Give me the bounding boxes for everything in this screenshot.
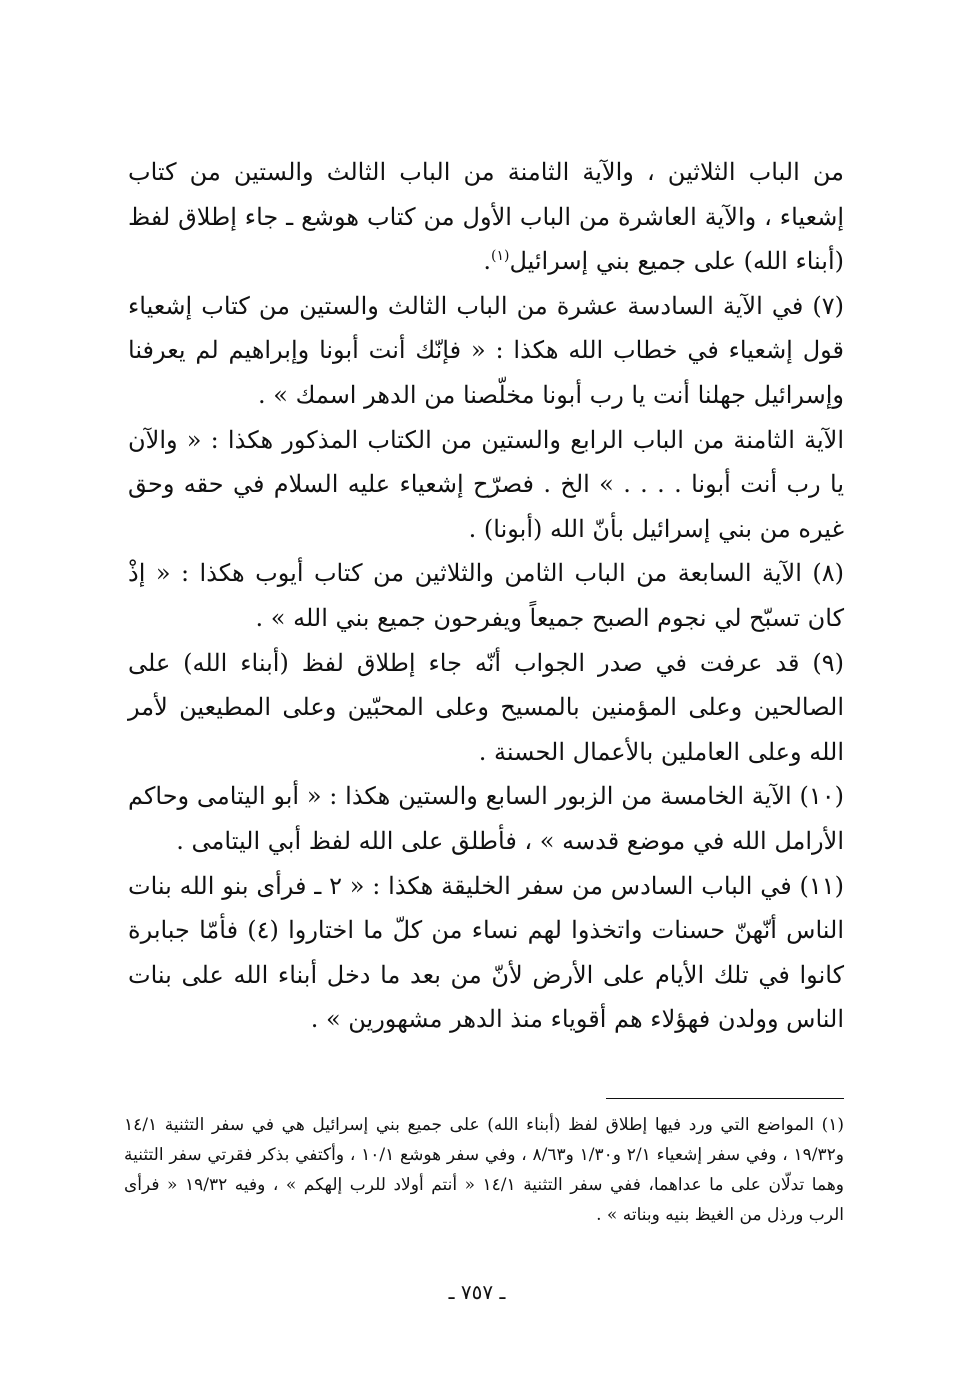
footnotes: [124, 1110, 844, 1230]
paragraph-1: [128, 150, 844, 284]
paragraph-5: (٩) قد عرفت في صدر الجواب أنّه جاء إطلاق لفظ (أبناء الله) على الصالحين وعلى المؤمنين بالمسيح وعلى المحبّين وعلى المطيعين لأمر الله وعلى العاملين بالأعمال الحسنة .: [128, 648, 844, 766]
paragraph-3: الآية الثامنة من الباب الرابع والستين من الكتاب المذكور هكذا : « والآن يا رب أنت أبونا . . . . » الخ . فصرّح إشعياء عليه السلام في حقه وحق غيره من بني إسرائيل بأنّ الله (أبونا) .: [128, 425, 844, 543]
page-number: ـ ٧٥٧ ـ: [448, 1280, 506, 1304]
main-text: [128, 150, 844, 1042]
footnote-1: (١) المواضع التي ورد فيها إطلاق لفظ (أبناء الله) على جميع بني إسرائيل هي في سفر التثنية ١٤/١ و١٩/٣٢ ، وفي سفر إشعياء ٢/١ و١/٣٠ و٨/٦٣ ، وفي سفر هوشع ١٠/١ ، وأكتفي بذكر فقرتي سفر التثنية وهما تدلّان على ما عداهما، ففي سفر التثنية ١٤/١ « أنتم أولاد للرب إلهكم » ، وفيه ١٩/٣٢ « فرأى الرب ورذل من الغيظ بنيه وبناته » .: [124, 1115, 844, 1225]
paragraph-4: (٨) الآية السابعة من الباب الثامن والثلاثين من كتاب أيوب هكذا : « إذْ كان تسبّح لي نجوم الصبح جميعاً ويفرحون جميع بني الله » .: [128, 559, 844, 632]
footnote-separator: [606, 1098, 844, 1099]
paragraph-6: (١٠) الآية الخامسة من الزبور السابع والستين هكذا : « أبو اليتامى وحاكم الأرامل الله في موضع قدسه » ، فأطلق على الله لفظ أبي اليتامى .: [128, 782, 844, 855]
paragraph-7: (١١) في الباب السادس من سفر الخليقة هكذا : « ٢ ـ فرأى بنو الله بنات الناس أنّهنّ حسنات واتخذوا لهم نساء من كلّ ما اختاروا (٤) فأمّا جبابرة كانوا في تلك الأيام على الأرض لأنّ من بعد ما دخل أبناء الله على بنات الناس وولدن فهؤلاء هم أقوياء منذ الدهر مشهورين » .: [128, 871, 844, 1034]
footnote-reference: (١): [490, 248, 510, 265]
paragraph-2: (٧) في الآية السادسة عشرة من الباب الثالث والستين من كتاب إشعياء قول إشعياء في خطاب الله هكذا : « فإنّك أنت أبونا وإبراهيم لم يعرفنا وإسرائيل جهلنا أنت يا رب أبونا مخلّصنا من الدهر اسمك » .: [128, 291, 844, 409]
paragraph-1-text: من الباب الثلاثين ، والآية الثامنة من الباب الثالث والستين من كتاب إشعياء ، والآية العاشرة من الباب الأول من كتاب هوشع ـ جاء إطلاق لفظ (أبناء الله) على جميع بني إسرائيل: [128, 158, 844, 276]
paragraph-1-end: .: [483, 247, 491, 276]
